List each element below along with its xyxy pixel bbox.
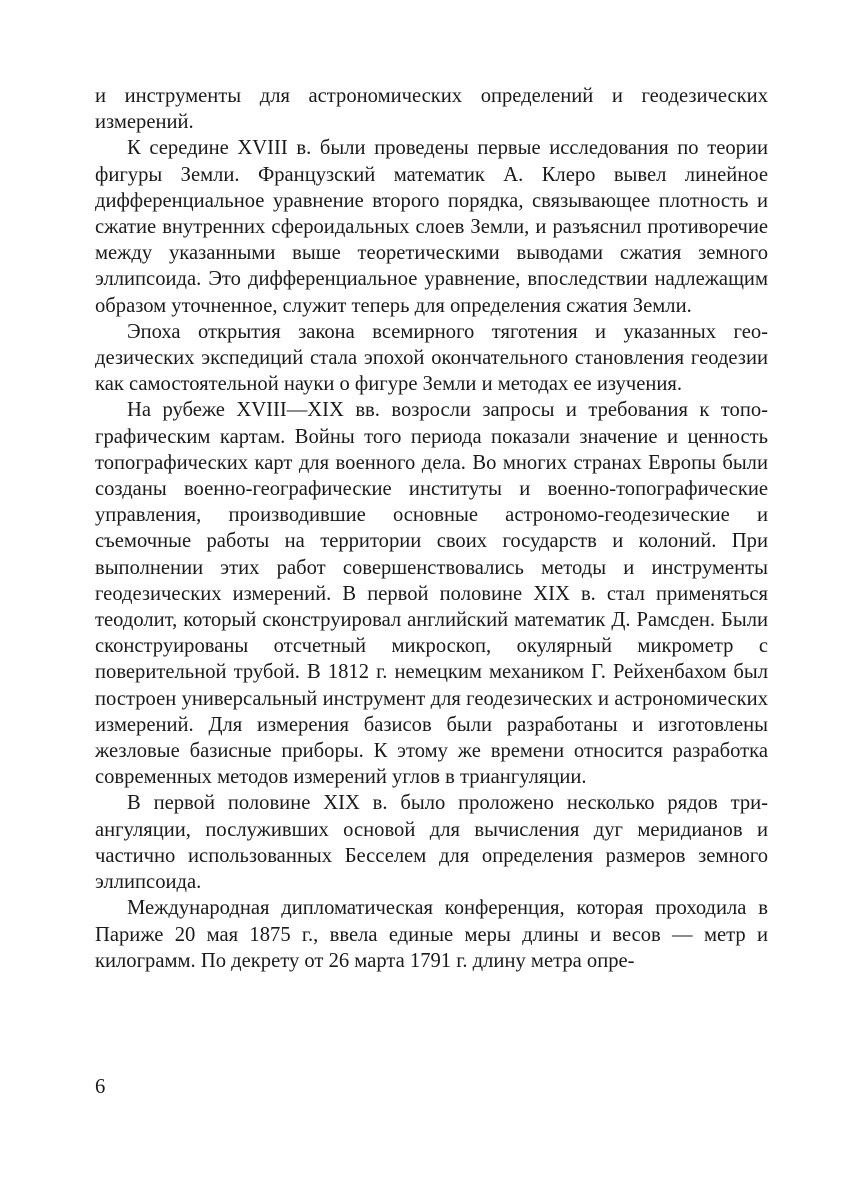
paragraph-triangulation: В первой половине XIX в. было проложено несколько рядов триангуляции, послуживших основой для вычисления дуг меридианов и частично использованных Бесселем для определения размеров земного эллипсоида. xyxy=(95,792,768,894)
paragraph-continuation: и инструменты для астрономических определений и геодезических измерений. xyxy=(95,85,768,134)
paragraph-topographic-maps: На рубеже XVIII—XIX вв. возросли запросы и требования к топографическим картам. Войны того периода показали значение и ценность топографических карт для военного дела. Во многих странах Европы были созданы военно-географические институты и военно-топографические управления, производившие основные астрономо-геодезические и съемочные работы на территории своих государств и колоний. При выполнении этих работ совершенствовались методы и инструменты геодезических измерений. В первой половине XIX в. стал применяться теодолит, который сконструировал английский математик Д. Рамсден. Были сконструированы отсчетный микроскоп, окулярный микрометр с поверительной трубой. В 1812 г. немецким механиком Г. Рейхенбахом был построен универсальный инструмент для геодезических и астрономических измерений. Для измерения базисов были разработаны и изготовлены жезловые базисные приборы. К этому же времени относится разработка современных методов измерений углов в триангуляции. xyxy=(95,399,768,789)
page-number: 6 xyxy=(95,1076,106,1098)
paragraph-metric-conference: Международная дипломатическая конференция, которая проходила в Париже 20 мая 1875 г., ввела единые меры длины и весов — метр и килограмм. По декрету от 26 марта 1791 г. длину метра опре- xyxy=(95,897,768,972)
paragraph-clairaut: К середине XVIII в. были проведены первые исследования по теории фигуры Земли. Французский математик А. Клеро вывел линейное дифференциальное уравнение второго порядка, связывающее плотность и сжатие внутренних сфероидальных слоев Земли, и разъяснил противоречие между указанными выше теоретическими выводами сжатия земного эллипсоида. Это дифференциальное уравнение, впоследствии надлежащим образом уточненное, служит теперь для определения сжатия Земли. xyxy=(95,137,768,317)
body-text xyxy=(95,83,768,974)
paragraph-gravitation-epoch: Эпоха открытия закона всемирного тяготения и указанных геодезических экспедиций стала эпохой окончательного становления геодезии как самостоятельной науки о фигуре Земли и методах ее изучения. xyxy=(95,320,768,396)
